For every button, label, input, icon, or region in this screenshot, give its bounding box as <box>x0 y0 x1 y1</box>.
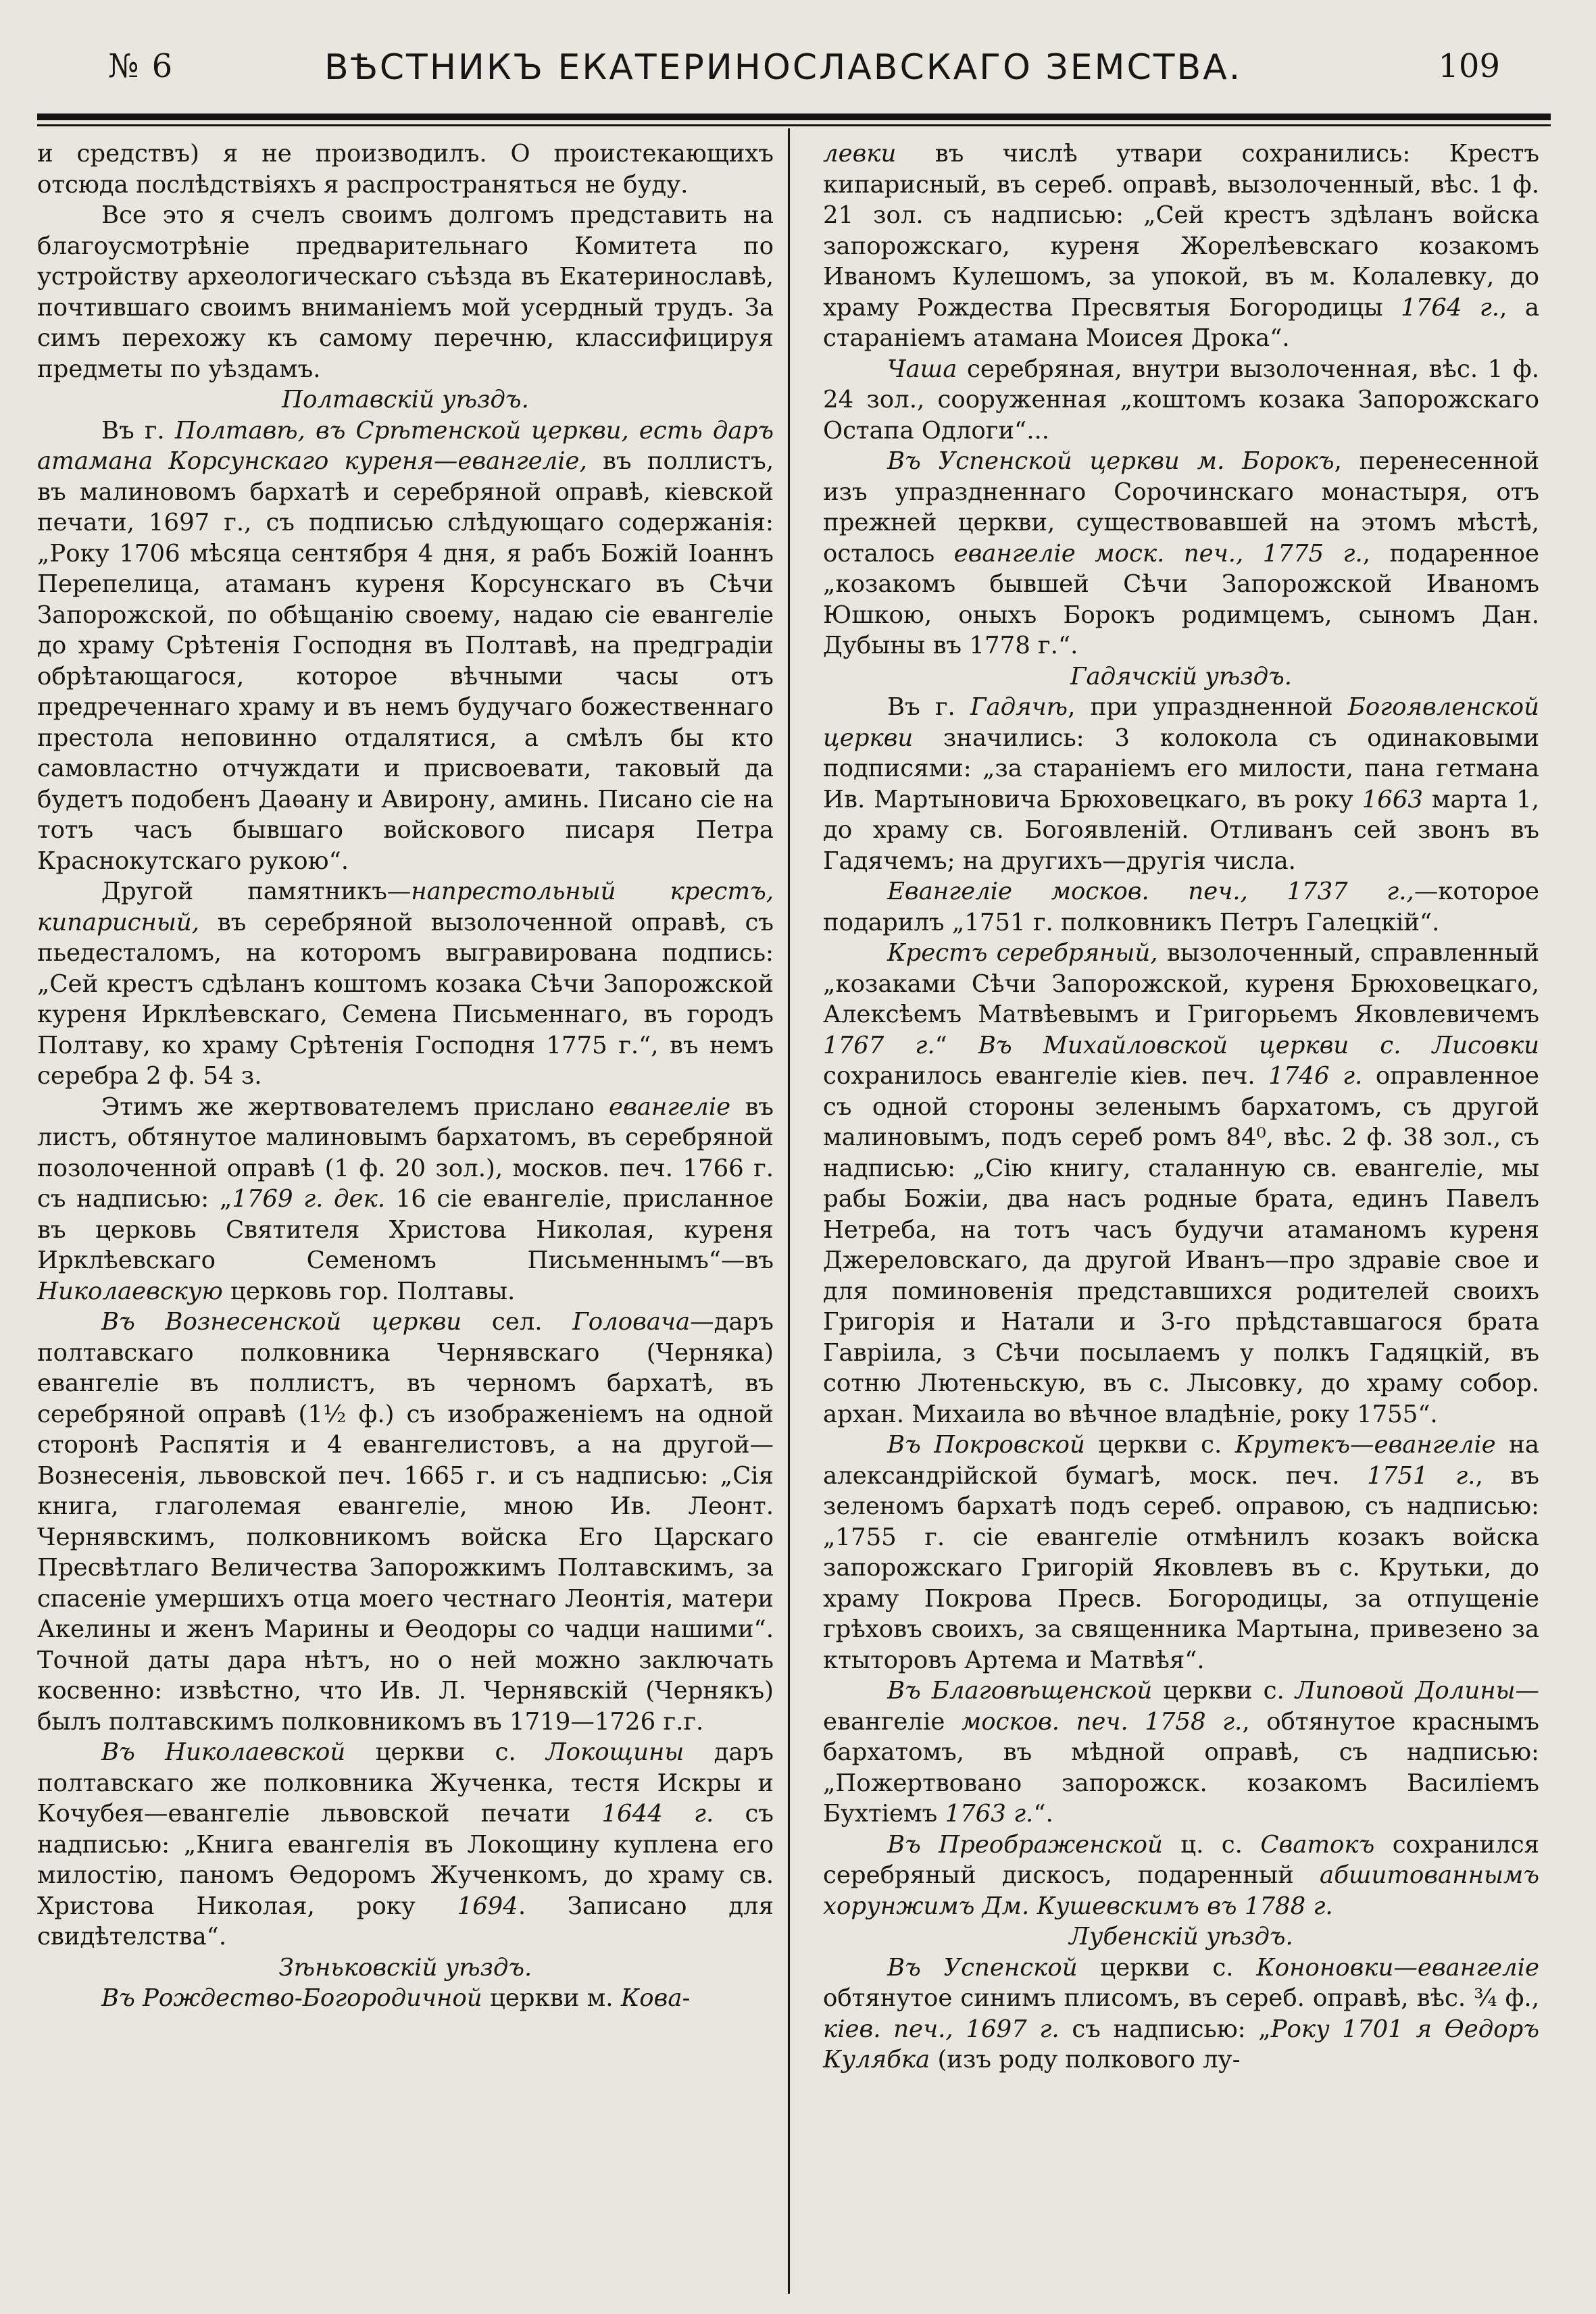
district-heading <box>37 1953 774 1984</box>
text-run: марта 1, до храму св. Богоявленій. Отливанъ сей звонъ въ Гадячемъ; на другихъ—другія числа. <box>823 785 1540 875</box>
text-run: церковь гор. Полтавы. <box>222 1277 516 1305</box>
italic-text: левки <box>823 140 897 168</box>
paragraph <box>37 1092 774 1307</box>
italic-text: Крутекъ—евангеліе <box>1235 1431 1496 1459</box>
running-header <box>101 47 1527 95</box>
right-column <box>823 139 1539 2076</box>
text-run: ц. с. <box>1162 1830 1261 1859</box>
paragraph <box>37 1737 774 1953</box>
italic-text: Сватокъ <box>1260 1830 1375 1859</box>
text-run: . Записано для свидѣтелства“. <box>37 1892 774 1951</box>
text-run: оправленное съ одной стороны зеленымъ бархатомъ, съ другой малиновымъ, подъ сереб ромъ 84⁰, вѣс. 2 ф. 38 зол., съ надписью: „Сію книгу, сталанную св. евангеліе, мы рабы Божіи, два насъ родные брата, единъ Павелъ Нетреба, на тотъ часъ будучи атаманомъ куреня Джереловскаго, да другой Иванъ—про здравіе свое и для поминовенія представшихся родителей своихъ Григорія и Натали и 3-го прѣдставшагося брата Гавріила, з Сѣчи посылаемъ у полкъ Гадяцкій, въ сотню Лютеньскую, въ с. Лысовку, до храму собор. архан. Михаила во вѣчное владѣніе, року 1755“. <box>823 1062 1539 1428</box>
text-run: въ листъ, обтянутое малиновымъ бархатомъ, въ серебряной позолоченной оправѣ (1 ф. 20 зол.), москов. печ. 1766 г. съ надписью: „ <box>37 1092 774 1213</box>
text-run: церкви с. <box>1152 1677 1295 1705</box>
italic-text: 1764 г. <box>1401 293 1500 322</box>
paragraph <box>37 876 774 1092</box>
text-run: 16 сіе евангеліе, присланное въ церковь Святителя Христова Николая, куреня Ирклѣевскаго Семеномъ Письменнымъ“—въ <box>37 1185 774 1274</box>
italic-text: абшитованнымъ хорунжимъ Дм. Кушевскимъ въ 1788 г. <box>823 1861 1539 1920</box>
paragraph <box>37 416 774 877</box>
text-run: серебряная, внутри вызолоченная, вѣс. 1 ф. 24 зол., сооруженная „коштомъ козака Запорожскаго Остапа Одлоги“... <box>823 355 1539 445</box>
italic-text: 1751 г. <box>1367 1461 1476 1490</box>
text-run: Въ г. <box>887 693 970 721</box>
italic-text: евангеліе моск. печ., 1775 г. <box>953 539 1363 568</box>
italic-text: 1767 г. <box>823 1031 935 1059</box>
page-number: 109 <box>1438 47 1500 85</box>
italic-text: Полтавѣ, въ Срѣтенской церкви, есть даръ атамана Корсунскаго куреня—евангеліе, <box>37 416 774 475</box>
italic-text: кіев. печ., 1697 г. <box>823 2015 1059 2043</box>
italic-text: Въ Михайловской церкви с. Лисовки <box>978 1031 1540 1059</box>
paragraph <box>823 876 1539 938</box>
text-run: Все это я счелъ своимъ долгомъ представить на благоусмотрѣніе предварительнаго Комитета по устройству археологическаго съѣзда въ Екатеринославѣ, почтившаго своимъ вниманіемъ мой усердный трудъ. За симъ перехожу къ самому перечню, классифицируя предметы по уѣздамъ. <box>37 201 774 383</box>
header-rule-thick <box>37 114 1551 120</box>
italic-text: Головача <box>572 1308 691 1336</box>
text-run: —которое подарилъ „1751 г. полковникъ Петръ Галецкій“. <box>823 878 1539 936</box>
text-run: , подаренное „козакомъ бывшей Сѣчи Запорожской Иваномъ Юшкою, оныхъ Борокъ родимцемъ, сыномъ Дан. Дубыны въ 1778 г.“. <box>823 539 1540 659</box>
text-run: даръ полтавскаго же полковника Жученка, тестя Искры и Кочубея—евангеліе львовской печати <box>37 1738 774 1828</box>
text-run: Гадячскій уѣздъ. <box>1070 662 1293 690</box>
italic-text: Евангеліе москов. печ., 1737 г., <box>887 878 1414 905</box>
text-run: , при упраздненной <box>1068 693 1348 721</box>
italic-text: Въ Вознесенской церкви <box>101 1308 462 1336</box>
text-run: на александрійской бумагѣ, моск. печ. <box>823 1431 1539 1490</box>
italic-text: напрестольный крестъ, кипарисный, <box>37 878 774 936</box>
text-run: , въ зеленомъ бархатѣ подъ сереб. оправою, съ надписью: „1755 г. сіе евангеліе отмѣнилъ козакъ войска запорожскаго Григорій Яковлевъ въ с. Крутьки, до храму Покрова Пресв. Богородицы, за отпущеніе грѣховъ своихъ, за священника Мартына, привезено за ктыторовъ Артема и Матвѣя“. <box>823 1461 1539 1674</box>
paragraph <box>823 1676 1539 1830</box>
paragraph <box>823 354 1539 447</box>
issue-number: № 6 <box>108 47 174 85</box>
paragraph <box>37 200 774 384</box>
italic-text: Липовой Долины <box>1295 1677 1516 1705</box>
text-run: Полтавскій уѣздъ. <box>282 386 529 413</box>
district-heading <box>823 1921 1539 1953</box>
text-run: Другой памятникъ— <box>101 878 412 905</box>
text-run: вызолоченный, справленный „козаками Сѣчи Запорожской, куреня Брюховецкаго, Алексѣемъ Матвѣевымъ и Григорьемъ Яковлевичемъ <box>823 939 1539 1028</box>
italic-text: Кононовки—евангеліе <box>1256 1953 1539 1982</box>
text-run: въ поллистъ, въ малиновомъ бархатѣ и серебряной оправѣ, кіевской печати, 1697 г., съ подписью слѣдующаго содержанія: „Року 1706 мѣсяца сентября 4 дня, я рабъ Божій Іоаннъ Перепелица, атаманъ куреня Корсунскаго въ Сѣчи Запорожской, по обѣщанію своему, надаю сіе евангеліе до храму Срѣтенія Господня въ Полтавѣ, на предградіи обрѣтающагося, которое вѣчными часы отъ предреченнаго храму и въ немъ будучаго божественнаго престола неповинно отдалятися, а смѣлъ бы кто самовластно отчуждати и присвоевати, таковый да будетъ подобенъ Даѳану и Авирону, аминь. Писано сіе на тотъ часъ бывшаго войскового писаря Петра Краснокутскаго рукою“. <box>37 447 774 875</box>
paragraph <box>823 1830 1539 1922</box>
italic-text: евангеліе <box>609 1092 731 1121</box>
italic-text: москов. печ. 1758 г. <box>961 1707 1243 1736</box>
text-run: обтянутое синимъ плисомъ, въ сереб. оправѣ, вѣс. ¾ ф., <box>823 1984 1539 2012</box>
paragraph <box>37 1983 774 2014</box>
text-run: въ серебряной вызолоченной оправѣ, съ пьедесталомъ, на которомъ выгравирована подпись: „Сей крестъ сдѣланъ коштомъ козака Сѣчи Запорожской куреня Ирклѣевскаго, Семена Письменнаго, въ городъ Полтаву, ко храму Срѣтенія Господня 1775 г.“, въ немъ серебра 2 ф. 54 з. <box>37 908 774 1090</box>
header-rule-thin <box>37 124 1551 126</box>
italic-text: Року 1701 я Ѳедоръ Кулябка <box>823 2015 1539 2073</box>
italic-text: Въ Успенской <box>887 1953 1078 1982</box>
italic-text: Локощины <box>546 1738 684 1766</box>
paragraph <box>823 1430 1539 1676</box>
column-divider <box>788 128 790 2294</box>
text-run: Въ г. <box>101 416 175 445</box>
text-run: Зѣньковскій уѣздъ. <box>278 1953 532 1982</box>
italic-text: Николаевскую <box>37 1277 223 1305</box>
paragraph <box>823 446 1539 661</box>
text-run: , перенесенной изъ упраздненнаго Сорочинскаго монастыря, отъ прежней церкви, существовавшей на этомъ мѣстѣ, осталось <box>823 447 1539 568</box>
paragraph <box>37 1307 774 1737</box>
paragraph <box>37 139 774 200</box>
text-run: сохранился серебряный дискосъ, подаренный <box>823 1830 1540 1889</box>
italic-text: 1694 <box>457 1892 518 1920</box>
text-run: —даръ полтавскаго полковника Чернявскаго (Черняка) евангеліе въ поллистъ, въ черномъ бархатѣ, въ серебряной оправѣ (1½ ф.) съ изображеніемъ на одной сторонѣ Распятія и 4 евангелистовъ, а на другой—Вознесенія, львовской печ. 1665 г. и съ надписью: „Сія книга, глаголемая евангеліе, мною Ив. Леонт. Чернявскимъ, полковникомъ войска Его Царскаго Пресвѣтлаго Величества Запорожкимъ Полтавскимъ, за спасеніе умершихъ отца моего честнаго Леонтія, матери Акелины и женъ Марины и Ѳеодоры со чадци нашими“. Точной даты дара нѣтъ, но о ней можно заключать косвенно: извѣстно, что Ив. Л. Чернявскій (Чернякъ) былъ полтавскимъ полковникомъ въ 1719—1726 г.г. <box>37 1308 774 1736</box>
text-run: “ <box>934 1031 978 1059</box>
italic-text: 1769 г. дек. <box>232 1185 386 1213</box>
italic-text: 1663 <box>1362 785 1423 813</box>
italic-text: 1763 г. <box>945 1800 1034 1828</box>
text-run: (изъ роду полкового лу- <box>930 2046 1241 2073</box>
text-run: съ надписью: „Книга евангелія въ Локощину куплена его милостію, паномъ Ѳедоромъ Жученкомъ, до храму св. Христова Николая, року <box>37 1800 774 1920</box>
paragraph <box>823 1953 1539 2076</box>
italic-text: Въ Покровской <box>887 1431 1085 1459</box>
italic-text: Въ Благовѣщенской <box>887 1677 1153 1705</box>
district-heading <box>823 661 1539 693</box>
paragraph <box>823 938 1539 1430</box>
italic-text: Гадячѣ <box>970 693 1068 721</box>
text-run: въ числѣ утвари сохранились: Крестъ кипарисный, въ сереб. оправѣ, вызолоченный, вѣс. 1 ф. 21 зол. съ надписью: „Сей крестъ здѣланъ войска запорожскаго, куреня Жорелѣевскаго козакомъ Иваномъ Кулешомъ, за упокой, въ м. Колалевку, до храму Рождества Пресвятыя Богородицы <box>823 140 1539 322</box>
text-run: значились: 3 колокола съ одинаковыми подписями: „за стараніемъ его милости, пана гетмана Ив. Мартыновича Брюховецкаго, въ року <box>823 724 1539 813</box>
journal-title: ВѢСТНИКЪ ЕКАТЕРИНОСЛАВСКАГО ЗЕМСТВА. <box>324 47 1243 88</box>
text-run: церкви с. <box>1077 1953 1257 1982</box>
italic-text: Въ Успенской церкви м. Борокъ <box>887 447 1335 475</box>
italic-text: Въ Николаевской <box>101 1738 346 1766</box>
text-run: и средствъ) я не производилъ. О проистекающихъ отсюда послѣдствіяхъ я распространяться не буду. <box>37 140 774 199</box>
text-run: съ надписью: „ <box>1059 2015 1271 2043</box>
left-column <box>37 139 774 2014</box>
text-run: церкви м. <box>482 1984 621 2012</box>
text-run: , а стараніемъ атамана Моисея Дрока“. <box>823 293 1539 352</box>
italic-text: Въ Рождество-Богородичной <box>101 1984 482 2012</box>
text-run: сел. <box>462 1308 573 1336</box>
text-run: , обтянутое краснымъ бархатомъ, въ мѣдной оправѣ, съ надписью: „Пожертвовано запорожск. козакомъ Василіемъ Бухтіемъ <box>823 1707 1539 1828</box>
italic-text: Въ Преображенской <box>887 1830 1163 1859</box>
text-run: церкви с. <box>1084 1431 1235 1459</box>
text-run: “. <box>1033 1800 1053 1828</box>
italic-text: Крестъ серебряный, <box>887 939 1158 967</box>
text-run: Лубенскій уѣздъ. <box>1069 1923 1293 1951</box>
paragraph <box>823 692 1539 876</box>
italic-text: Кова- <box>620 1984 691 2012</box>
italic-text: 1644 г. <box>601 1800 714 1828</box>
italic-text: Чаша <box>887 355 957 383</box>
italic-text: 1746 г. <box>1268 1062 1363 1090</box>
italic-text: Богоявленской церкви <box>823 693 1539 752</box>
paragraph <box>823 139 1539 354</box>
text-run: церкви с. <box>345 1738 547 1766</box>
text-run: —евангеліе <box>823 1677 1540 1736</box>
text-run: Этимъ же жертвователемъ прислано <box>101 1092 609 1121</box>
text-run: сохранилось евангеліе кіев. печ. <box>823 1062 1269 1090</box>
district-heading <box>37 384 774 416</box>
